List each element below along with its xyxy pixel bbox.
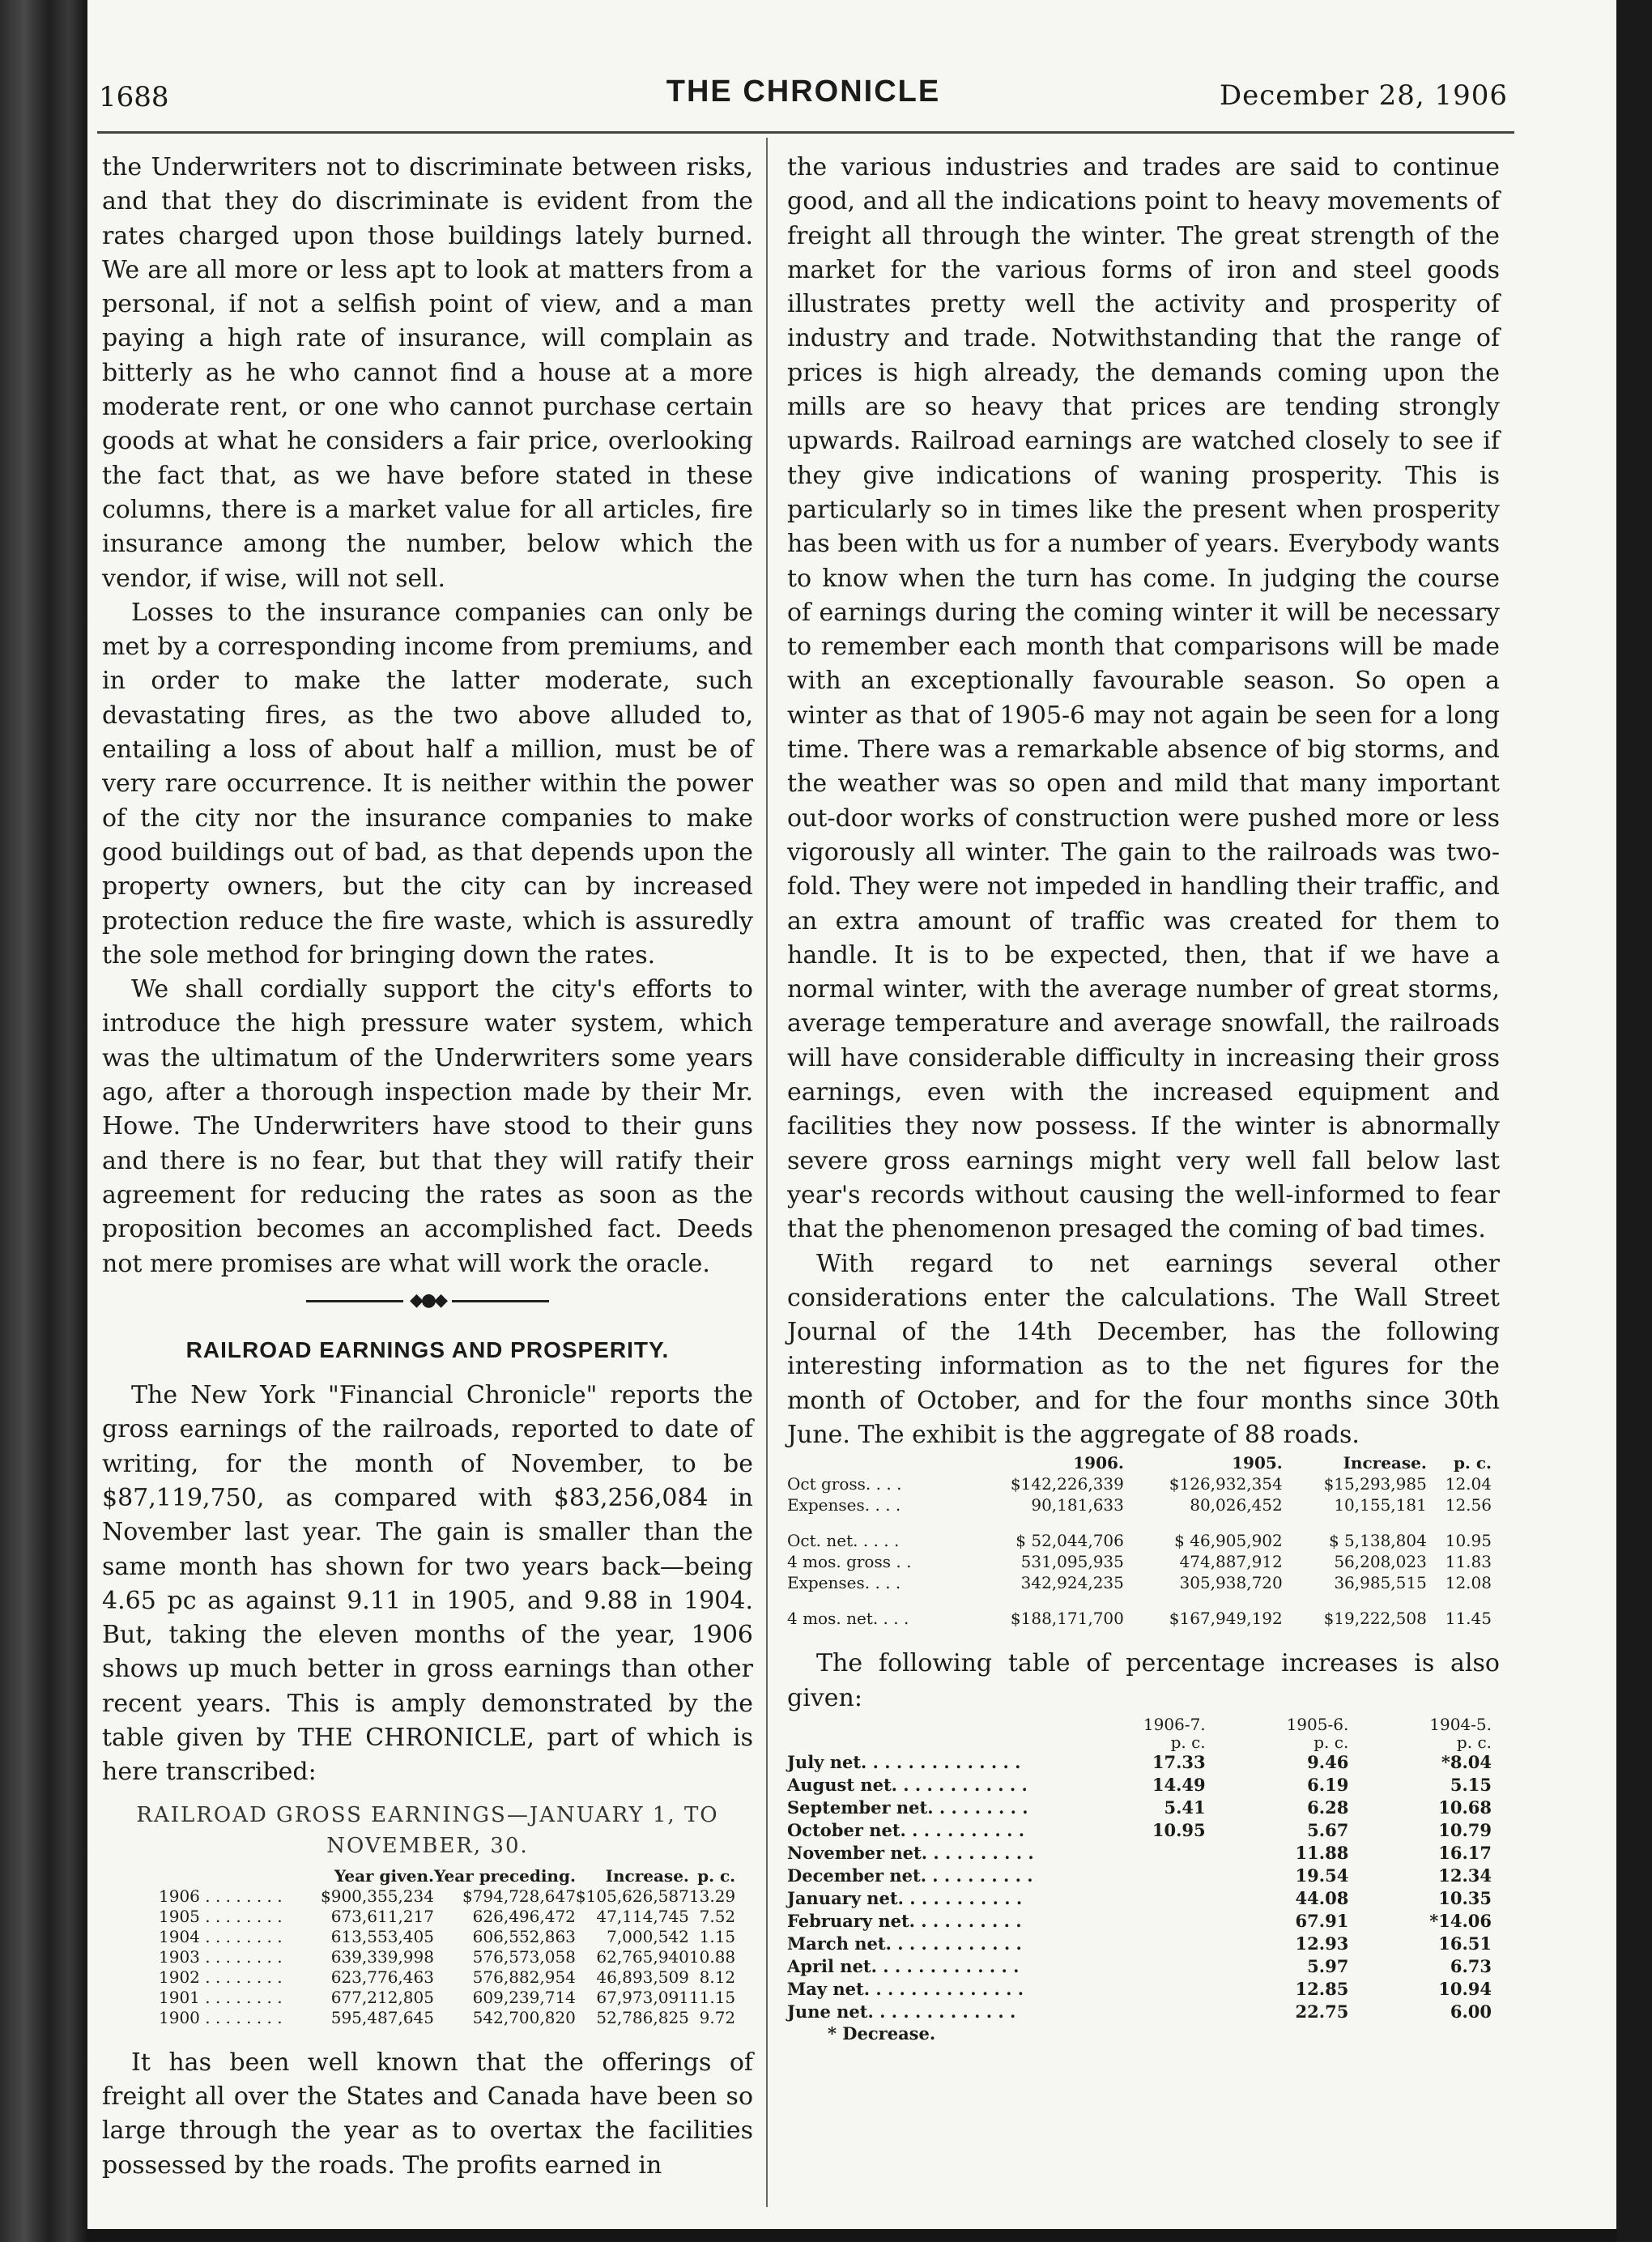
table-cell: $15,293,985 bbox=[1323, 1474, 1427, 1494]
table-cell: 17.33 bbox=[1152, 1751, 1206, 1772]
table-cell: 5.97 bbox=[1307, 1955, 1349, 1976]
table-cell: Oct. net. . . . . bbox=[787, 1531, 900, 1551]
page-number: 1688 bbox=[99, 81, 169, 113]
table-row bbox=[159, 1886, 735, 1907]
section-ornament bbox=[306, 1291, 549, 1311]
table-cell: $167,949,192 bbox=[1169, 1609, 1283, 1629]
table-cell: 80,026,452 bbox=[1190, 1495, 1283, 1515]
table-cell bbox=[1062, 2001, 1206, 2023]
table-subheader-row bbox=[787, 1733, 1492, 1751]
section-heading: RAILROAD EARNINGS AND PROSPERITY. bbox=[185, 1336, 670, 1362]
table-cell: $105,626,587 bbox=[575, 1886, 689, 1906]
table-cell: 576,573,058 bbox=[472, 1946, 576, 1967]
table-cell: 10.94 bbox=[1438, 1978, 1492, 1999]
table-header-cell: 1904-5. bbox=[1429, 1714, 1492, 1734]
table-header-row bbox=[787, 1452, 1492, 1473]
table-cell: 14.49 bbox=[1152, 1774, 1206, 1795]
table-cell: Expenses. . . . bbox=[787, 1573, 901, 1593]
table-header-cell bbox=[787, 1733, 1062, 1751]
paragraph: the Underwriters not to discriminate between risks, and that they do discriminate is evident from the rates charged upon those buildings lately burned. We are all more or less apt to look at matters from a personal, if not a selfish point of view, and a man paying a high rate of insurance, will complain as bitterly as he who cannot find a house at a more moderate rent, or one who cannot purchase certain goods at what he considers a fair price, overlooking the fact that, as we have before stated in these columns, there is a market value for all articles, fire insurance among the number, below which the vendor, if wise, will not sell. bbox=[102, 153, 753, 593]
table-cell: 623,776,463 bbox=[330, 1967, 434, 1987]
table-cell: 67,973,091 bbox=[596, 1987, 689, 2007]
table-header-cell bbox=[787, 1452, 965, 1473]
table-cell: $126,932,354 bbox=[1169, 1474, 1283, 1494]
table-row bbox=[787, 1473, 1492, 1494]
table-cell: 6.73 bbox=[1450, 1955, 1492, 1976]
table-header-cell: Increase. bbox=[605, 1865, 689, 1886]
table-header-cell: p. c. bbox=[1456, 1732, 1492, 1752]
table-cell: 11.88 bbox=[1295, 1842, 1349, 1863]
table-cell: 46,893,509 bbox=[596, 1967, 689, 1987]
table-cell: 5.41 bbox=[1164, 1797, 1206, 1818]
table-row bbox=[787, 1910, 1492, 1933]
left-column bbox=[102, 151, 753, 2183]
table-cell: 1903 . . . . . . . . bbox=[159, 1946, 283, 1967]
table-cell: 11.45 bbox=[1445, 1609, 1492, 1629]
table-header-cell bbox=[159, 1866, 321, 1886]
table-cell: $ 52,044,706 bbox=[1015, 1531, 1124, 1551]
table-cell: 613,553,405 bbox=[330, 1926, 434, 1946]
table-cell: 1.15 bbox=[699, 1926, 736, 1946]
table-cell: 305,938,720 bbox=[1179, 1573, 1283, 1593]
table-cell bbox=[1062, 1978, 1206, 2001]
table-cell: $19,222,508 bbox=[1323, 1609, 1427, 1629]
table-cell: February net. . . . . . . . . . bbox=[787, 1910, 1022, 1931]
table-cell: 639,339,998 bbox=[330, 1946, 434, 1967]
table-cell: 10.68 bbox=[1438, 1797, 1492, 1818]
table-cell: 1905 . . . . . . . . bbox=[159, 1906, 283, 1926]
table-cell: 542,700,820 bbox=[472, 2007, 576, 2027]
table-row bbox=[787, 1551, 1492, 1572]
table-row bbox=[787, 1887, 1492, 1910]
table-cell: October net. . . . . . . . . . . bbox=[787, 1819, 1025, 1840]
paragraph: Losses to the insurance companies can only be met by a corresponding income from premiums, and in order to make the latter moderate, such devastating fires, as the two above alluded to, entailing a loss of about half a million, must be of very rare occurrence. It is neither within the power of the city nor the insurance companies to make good buildings out of bad, as that depends upon the property owners, but the city can by increased protection reduce the fire waste, which is assuredly the sole method for bringing down the rates. bbox=[102, 598, 753, 970]
table-cell: 47,114,745 bbox=[596, 1906, 689, 1926]
table-cell: 52,786,825 bbox=[596, 2007, 689, 2027]
table-cell: 10,155,181 bbox=[1334, 1495, 1427, 1515]
table-cell: Oct gross. . . . bbox=[787, 1474, 902, 1494]
table-cell: 9.46 bbox=[1307, 1751, 1349, 1772]
table-cell: 19.54 bbox=[1295, 1865, 1349, 1886]
table-cell: 1904 . . . . . . . . bbox=[159, 1926, 283, 1946]
table-cell: $794,728,647 bbox=[462, 1886, 576, 1906]
table-cell: 342,924,235 bbox=[1020, 1573, 1124, 1593]
table-row bbox=[787, 1572, 1492, 1593]
table-cell: Expenses. . . . bbox=[787, 1495, 901, 1515]
table-row bbox=[787, 1593, 1492, 1629]
table-caption-line: NOVEMBER, 30. bbox=[326, 1833, 529, 1858]
table-cell: 10.35 bbox=[1438, 1887, 1492, 1908]
table-cell: 12.56 bbox=[1445, 1495, 1492, 1515]
table-header-cell: Year given. bbox=[334, 1865, 434, 1886]
table-header-cell: 1905-6. bbox=[1286, 1714, 1349, 1734]
table-cell bbox=[1062, 1887, 1206, 1910]
table-cell: 609,239,714 bbox=[472, 1987, 576, 2007]
table-row bbox=[787, 1842, 1492, 1865]
table-cell: 7,000,542 bbox=[607, 1926, 689, 1946]
table-cell: 10.95 bbox=[1152, 1819, 1206, 1840]
table-cell: 36,985,515 bbox=[1334, 1573, 1427, 1593]
table-cell: 10.79 bbox=[1438, 1819, 1492, 1840]
table-row bbox=[787, 1774, 1492, 1797]
table-row bbox=[787, 1797, 1492, 1819]
journal-title: THE CHRONICLE bbox=[666, 75, 941, 109]
table-cell: May net. . . . . . . . . . . . . . bbox=[787, 1978, 1024, 1999]
table-cell: 673,611,217 bbox=[330, 1906, 434, 1926]
paragraph: the various industries and trades are said to continue good, and all the indications point to heavy movements of freight all through the winter. The great strength of the market for the various forms of iron and steel goods illustrates pretty well the activity and prosperity of industry and trade. Notwithstanding that the range of prices is high already, the demands coming upon the mills are so heavy that prices are tending strongly upwards. Railroad earnings are watched closely to see if they give indications of waning prosperity. This is particularly so in times like the present when prosperity has been with us for a number of years. Everybody wants to know when the turn has come. In judging the course of earnings during the coming winter it will be necessary to remember each month that comparisons will be made with an exceptionally favourable season. So open a winter as that of 1905-6 may not again be seen for a long time. There was a remarkable absence of big storms, and the weather was so open and mild that many important out-door works of construction were pushed more or less vigorously all winter. The gain to the railroads was two-fold. They were not impeded in handling their traffic, and an extra amount of traffic was created for them to handle. It is to be expected, then, that if we have a normal winter, with the average number of great storms, average temperature and average snowfall, the railroads will have considerable difficulty in increasing their gross earnings, even with the increased equipment and facilities they now possess. If the winter is abnormally severe gross earnings might very well fall below last year's records without causing the well-informed to fear that the phenomenon presaged the coming of bad times. bbox=[787, 153, 1500, 1244]
table-cell: 12.04 bbox=[1445, 1474, 1492, 1494]
table-cell: 5.15 bbox=[1450, 1774, 1492, 1795]
table-row bbox=[787, 1751, 1492, 1774]
table-cell: 606,552,863 bbox=[472, 1926, 576, 1946]
table-cell: $ 5,138,804 bbox=[1328, 1531, 1427, 1551]
table-cell: July net. . . . . . . . . . . . . . bbox=[787, 1751, 1021, 1772]
paragraph: The New York "Financial Chronicle" reports the gross earnings of the railroads, reported to date of writing, for the month of November, to be $87,119,750, as compared with $83,256,084 in November last year. The gain is smaller than the same month has shown for two years back—being 4.65 pc as against 9.11 in 1905, and 9.88 in 1904. But, taking the eleven months of the year, 1906 shows up much better in gross earnings than other recent years. This is amply demonstrated by the table given by THE CHRONICLE, part of which is here transcribed: bbox=[102, 1381, 753, 1787]
table-cell bbox=[1062, 1865, 1206, 1887]
gross-earnings-table bbox=[159, 1866, 735, 2028]
table-cell: 56,208,023 bbox=[1334, 1552, 1427, 1572]
percentage-increase-table bbox=[787, 1716, 1492, 2023]
table-cell: 10.88 bbox=[688, 1946, 736, 1967]
net-earnings-table bbox=[787, 1452, 1492, 1629]
table-cell: 4 mos. gross . . bbox=[787, 1552, 912, 1572]
table-header-cell: Year preceding. bbox=[433, 1865, 576, 1886]
table-cell: 595,487,645 bbox=[330, 2007, 434, 2027]
table-cell: 16.51 bbox=[1438, 1933, 1492, 1954]
table-header-cell: 1906-7. bbox=[1143, 1714, 1206, 1734]
table-header-cell: p. c. bbox=[697, 1865, 736, 1886]
column-divider bbox=[766, 138, 768, 2207]
table-cell: 576,882,954 bbox=[472, 1967, 576, 1987]
table-cell: March net. . . . . . . . . . . . bbox=[787, 1933, 1022, 1954]
table-header-cell: 1906. bbox=[1073, 1453, 1124, 1473]
table-cell: $900,355,234 bbox=[321, 1886, 434, 1906]
table-caption bbox=[102, 1800, 753, 1861]
table-cell: 10.95 bbox=[1445, 1531, 1492, 1551]
table-cell: *8.04 bbox=[1441, 1751, 1492, 1772]
table-cell: 1900 . . . . . . . . bbox=[159, 2007, 283, 2027]
table-header-cell: Increase. bbox=[1343, 1453, 1427, 1473]
table-cell: 11.15 bbox=[688, 1987, 736, 2007]
table-cell: 9.72 bbox=[699, 2007, 736, 2027]
table-row bbox=[787, 1819, 1492, 1842]
paragraph: We shall cordially support the city's efforts to introduce the high pressure water system, which was the ultimatum of the Underwriters some years ago, after a thorough inspection made by their Mr. Howe. The Underwriters have stood to their guns and there is no fear, but that they will ratify their agreement for reducing the rates as soon as the proposition becomes an accomplished fact. Deeds not mere promises are what will work the oracle. bbox=[102, 975, 753, 1278]
table-header-cell: p. c. bbox=[1170, 1732, 1206, 1752]
table-cell: November net. . . . . . . . . . bbox=[787, 1842, 1034, 1863]
table-cell: June net. . . . . . . . . . . . . bbox=[787, 2001, 1016, 2022]
table-cell: 8.12 bbox=[699, 1967, 736, 1987]
ornament-glyph: ◆●◆ bbox=[403, 1291, 452, 1311]
table-cell: 531,095,935 bbox=[1020, 1552, 1124, 1572]
right-column bbox=[787, 151, 1500, 2044]
paragraph: The following table of percentage increases is also given: bbox=[787, 1649, 1500, 1712]
table-cell: 1901 . . . . . . . . bbox=[159, 1987, 283, 2007]
scan-border bbox=[1616, 0, 1652, 2242]
table-cell: 16.17 bbox=[1438, 1842, 1492, 1863]
table-cell: 12.34 bbox=[1438, 1865, 1492, 1886]
table-cell: 12.93 bbox=[1295, 1933, 1349, 1954]
table-cell: 12.08 bbox=[1445, 1573, 1492, 1593]
table-row bbox=[787, 1494, 1492, 1515]
header-rule bbox=[97, 131, 1514, 134]
table-row bbox=[159, 1947, 735, 1967]
table-cell bbox=[1062, 1933, 1206, 1955]
table-cell: 6.19 bbox=[1307, 1774, 1349, 1795]
table-row bbox=[787, 1978, 1492, 2001]
table-row bbox=[787, 1515, 1492, 1551]
table-cell: 12.85 bbox=[1295, 1978, 1349, 1999]
table-header-cell: p. c. bbox=[1453, 1453, 1492, 1473]
table-cell: $142,226,339 bbox=[1010, 1474, 1124, 1494]
table-cell: 626,496,472 bbox=[472, 1906, 576, 1926]
table-header-cell: p. c. bbox=[1314, 1732, 1349, 1752]
table-row bbox=[159, 1988, 735, 2008]
paragraph: With regard to net earnings several other considerations enter the calculations. The Wall Street Journal of the 14th December, has the following interesting information as to the net figures for the month of October, and for the four months since 30th June. The exhibit is the aggregate of 88 roads. bbox=[787, 1249, 1500, 1449]
table-cell: 90,181,633 bbox=[1031, 1495, 1124, 1515]
page-header bbox=[99, 75, 1508, 123]
table-row bbox=[787, 1955, 1492, 1978]
table-cell: 44.08 bbox=[1295, 1887, 1349, 1908]
table-cell: 6.00 bbox=[1450, 2001, 1492, 2022]
table-row bbox=[787, 1933, 1492, 1955]
table-cell: 11.83 bbox=[1445, 1552, 1492, 1572]
paragraph: It has been well known that the offerings of freight all over the States and Canada have been so large through the year as to overtax the facilities possessed by the roads. The profits earned in bbox=[102, 2048, 753, 2180]
table-header-cell: 1905. bbox=[1232, 1453, 1283, 1473]
table-row bbox=[159, 1967, 735, 1988]
table-cell: September net. . . . . . . . . bbox=[787, 1797, 1028, 1818]
table-cell: 677,212,805 bbox=[330, 1987, 434, 2007]
table-cell: $ 46,905,902 bbox=[1174, 1531, 1283, 1551]
table-header-row bbox=[787, 1716, 1492, 1733]
table-cell bbox=[1062, 1842, 1206, 1865]
table-cell: 6.28 bbox=[1307, 1797, 1349, 1818]
table-cell: December net. . . . . . . . . . bbox=[787, 1865, 1033, 1886]
book-spine bbox=[0, 0, 87, 2242]
table-cell: April net. . . . . . . . . . . . . bbox=[787, 1955, 1020, 1976]
table-cell: 13.29 bbox=[688, 1886, 736, 1906]
table-cell bbox=[1062, 1910, 1206, 1933]
table-cell: 5.67 bbox=[1307, 1819, 1349, 1840]
table-row bbox=[159, 2008, 735, 2028]
table-cell bbox=[1062, 1955, 1206, 1978]
table-row bbox=[159, 1907, 735, 1927]
table-cell: 4 mos. net. . . . bbox=[787, 1609, 909, 1629]
table-cell: 7.52 bbox=[699, 1906, 736, 1926]
table-cell: 67.91 bbox=[1295, 1910, 1349, 1931]
table-row bbox=[787, 1865, 1492, 1887]
table-cell: $188,171,700 bbox=[1010, 1609, 1124, 1629]
table-header-row bbox=[159, 1866, 735, 1886]
table-cell: *14.06 bbox=[1429, 1910, 1492, 1931]
table-cell: 1906 . . . . . . . . bbox=[159, 1886, 283, 1906]
table-cell: 474,887,912 bbox=[1179, 1552, 1283, 1572]
table-row bbox=[787, 2001, 1492, 2023]
table-cell: 22.75 bbox=[1295, 2001, 1349, 2022]
table-header-cell bbox=[787, 1716, 1062, 1733]
table-row bbox=[159, 1927, 735, 1947]
issue-date: December 28, 1906 bbox=[1219, 79, 1508, 112]
table-cell: January net. . . . . . . . . . . bbox=[787, 1887, 1023, 1908]
table-footnote: * Decrease. bbox=[828, 2022, 936, 2044]
table-cell: August net. . . . . . . . . . . . bbox=[787, 1774, 1028, 1795]
table-caption-line: RAILROAD GROSS EARNINGS—JANUARY 1, TO bbox=[136, 1802, 719, 1827]
table-cell: 62,765,940 bbox=[596, 1946, 689, 1967]
table-cell: 1902 . . . . . . . . bbox=[159, 1967, 283, 1987]
